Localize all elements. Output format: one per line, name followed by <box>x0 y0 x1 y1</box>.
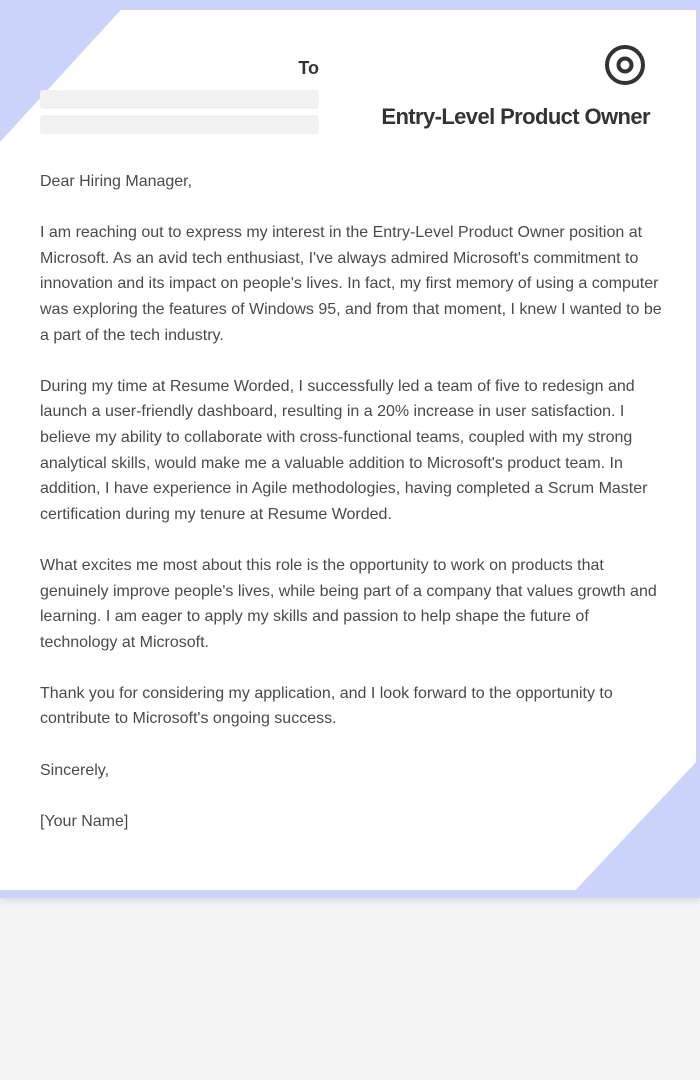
letter-paragraph-3: What excites me most about this role is the opportunity to work on products that genuinely improve people's lives, while being part of a company that values growth and learning. I am eager to apply my skills and passion to help shape the future of technology at Microsoft. <box>40 556 657 651</box>
recipient-to-label: To <box>298 58 319 78</box>
letter-signature: [Your Name] <box>40 812 129 830</box>
letter-paragraph-2: During my time at Resume Worded, I successfully led a team of five to redesign and launch a user-friendly dashboard, resulting in a 20% increase in user satisfaction. I believe my ability to collaborate with cross-functional teams, coupled with my strong analytical skills, would make me a valuable addition to Microsoft's product team. In addition, I have experience in Agile methodologies, having completed a Scrum Master certification during my tenure at Resume Worded. <box>40 377 648 523</box>
letter-paragraph-1: I am reaching out to express my interest in the Entry-Level Product Owner position at Microsoft. As an avid tech enthusiast, I've always admired Microsoft's commitment to innovation and its impact on people's lives. In fact, my first memory of using a computer was exploring the features of Windows 95, and from that moment, I knew I wanted to be a part of the tech industry. <box>40 224 662 344</box>
job-title-heading: Entry-Level Product Owner <box>381 104 650 129</box>
recipient-address-placeholder-line-1 <box>40 90 319 109</box>
letter-body <box>40 169 665 860</box>
letter-closing: Sincerely, <box>40 761 110 779</box>
recipient-address-placeholder-line-2 <box>40 115 319 134</box>
target-icon <box>604 44 646 86</box>
letter-paragraph-4: Thank you for considering my application, and I look forward to the opportunity to contribute to Microsoft's ongoing success. <box>40 684 613 728</box>
letter-greeting: Dear Hiring Manager, <box>40 173 193 190</box>
